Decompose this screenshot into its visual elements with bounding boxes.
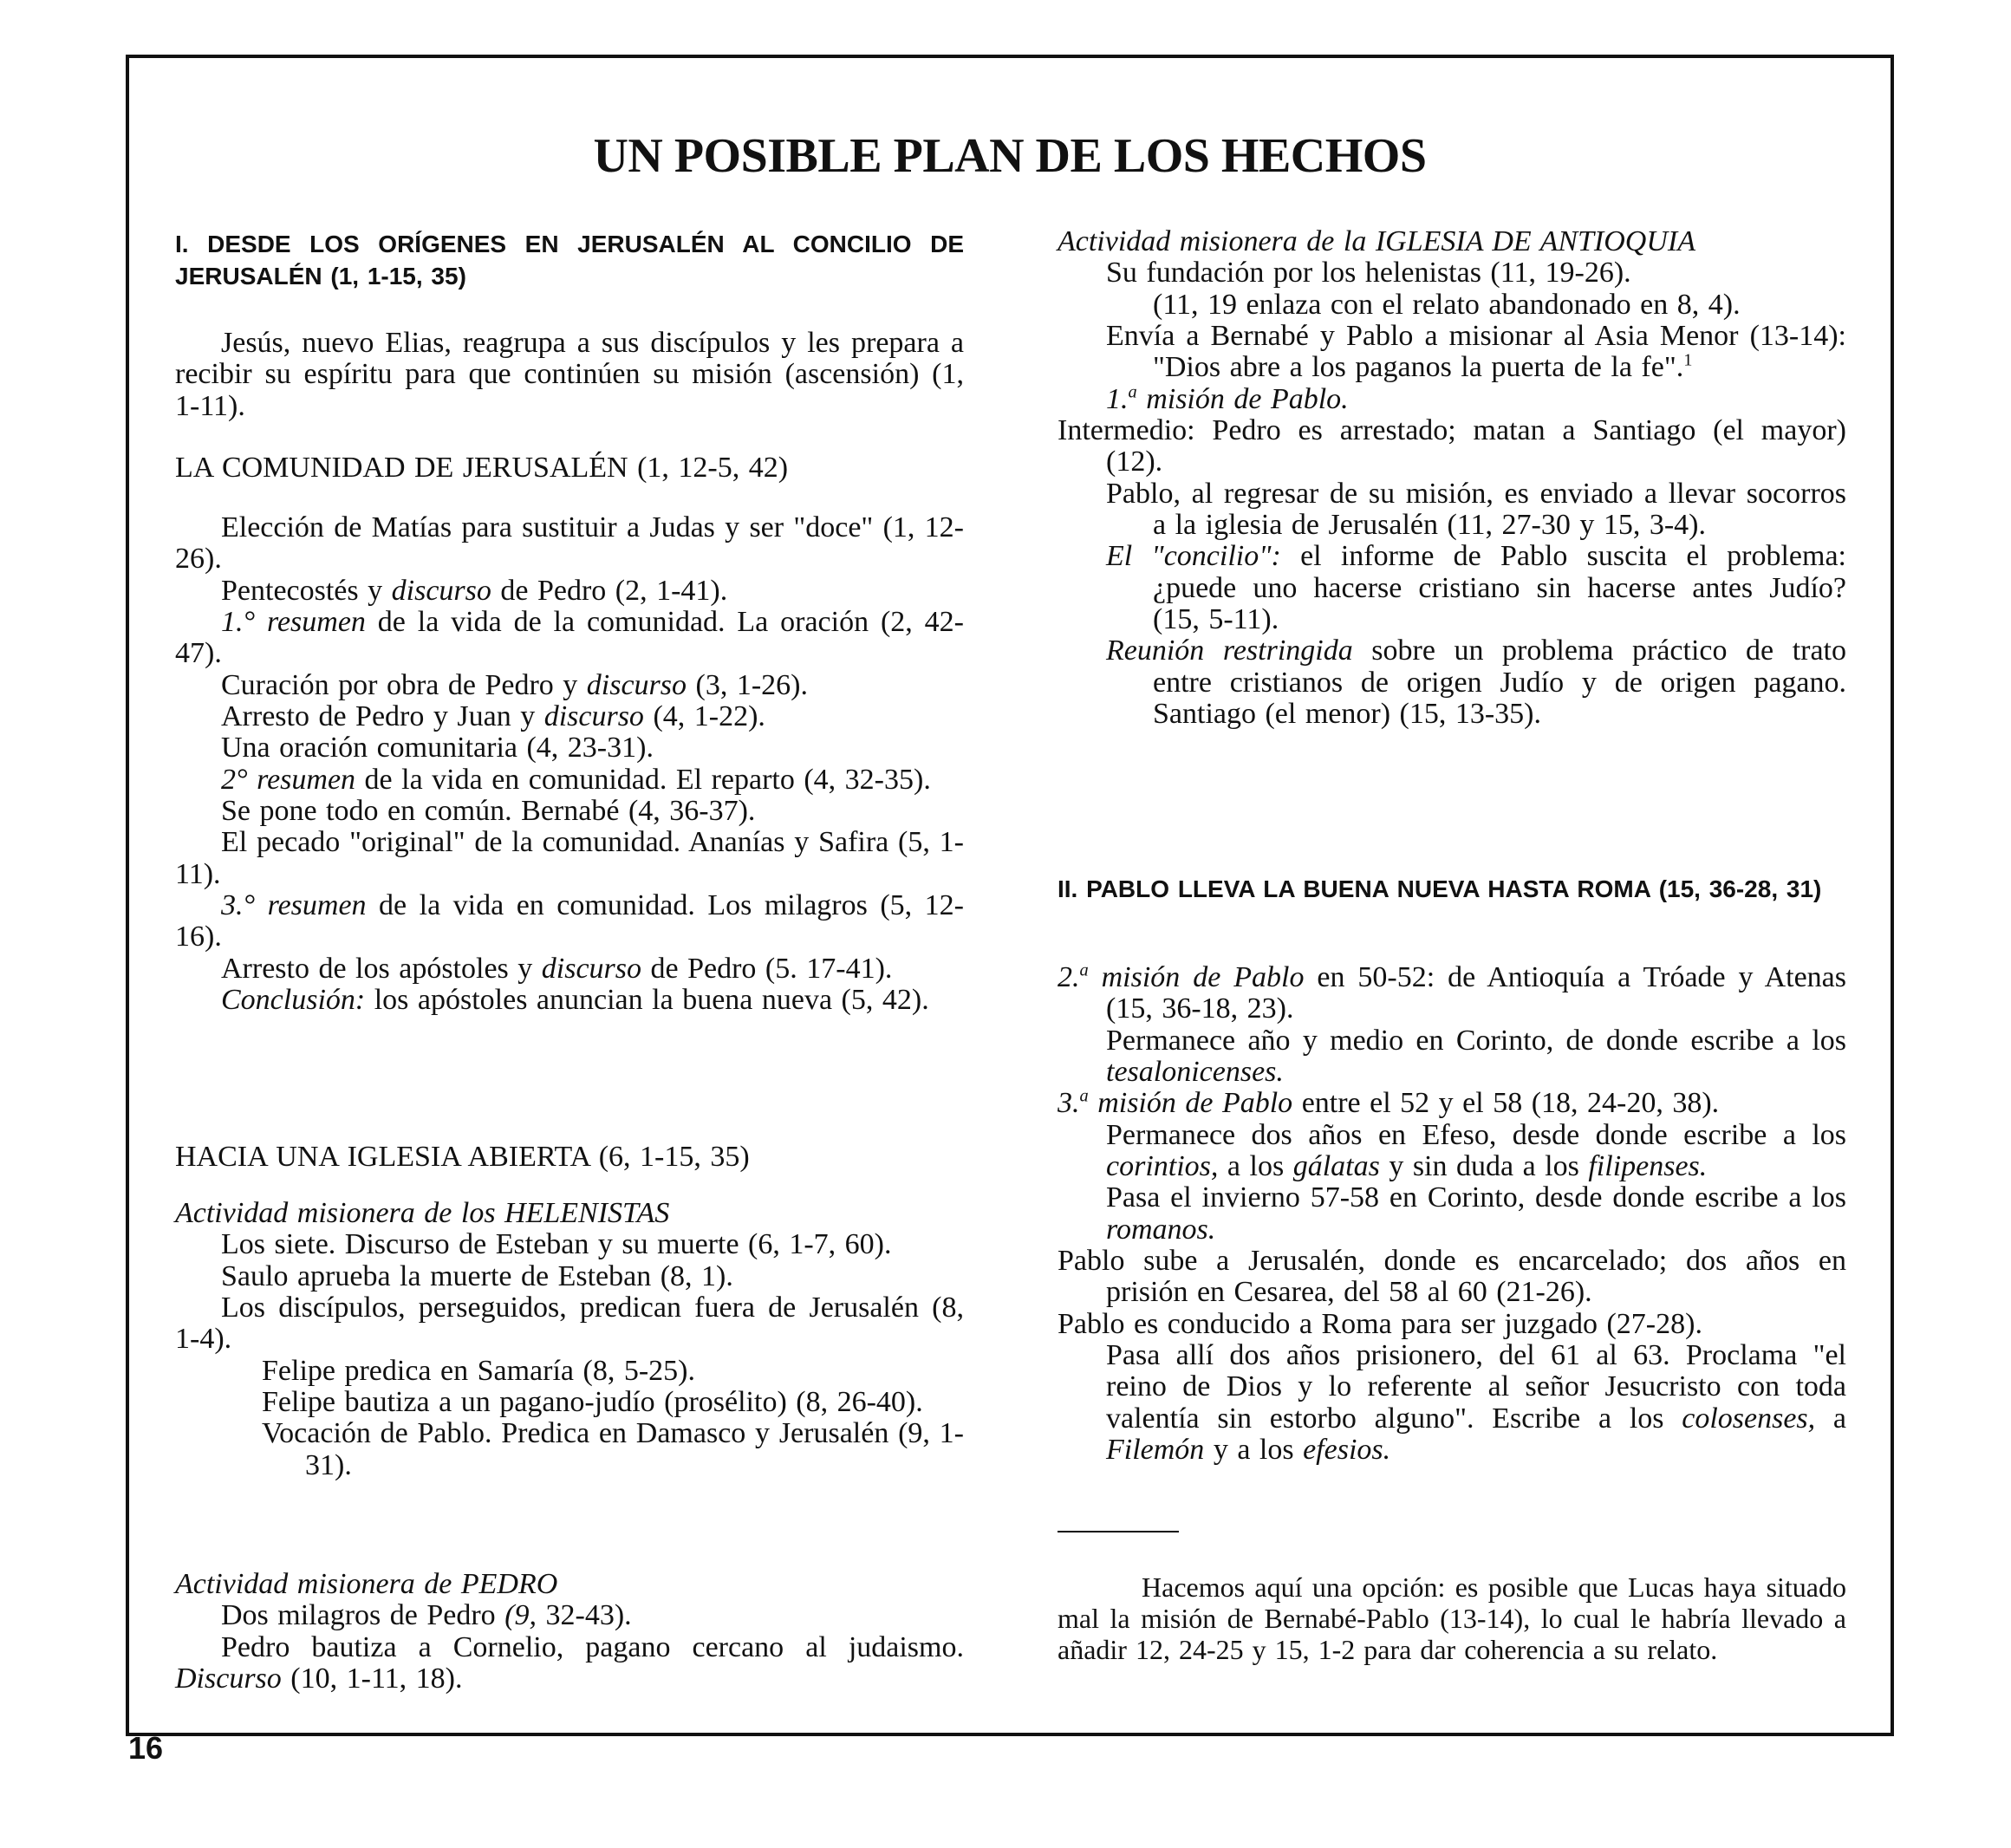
section-heading-2: II. PABLO LLEVA LA BUENA NUEVA HASTA ROMA (15, 36-28, 31) — [1058, 875, 1822, 902]
list-item: Felipe bautiza a un pagano-judío (prosélito) (8, 26-40). — [262, 1386, 923, 1419]
list-item: El "concilio": el informe de Pablo suscita el problema: ¿puede uno hacerse cristiano sin hacerse antes Judío? (15, 5-11). — [1106, 540, 1846, 636]
page-number: 16 — [128, 1730, 164, 1766]
list-item: 2.$^a$ misión de Pablo en 50-52: de Antioquía a Tróade y Atenas (15, 36-18, 23). — [1058, 960, 1847, 1025]
list-item: Una oración comunitaria (4, 23-31). — [221, 732, 654, 765]
list-item: Se pone todo en común. Bernabé (4, 36-37). — [221, 795, 756, 828]
list-item: 1.° resumen de la vida de la comunidad. La oración (2, 42-47). — [175, 606, 964, 670]
footnote-divider — [1058, 1531, 1179, 1532]
list-item: Dos milagros de Pedro (9, 32-43). — [221, 1599, 632, 1632]
list-item: Curación por obra de Pedro y discurso (3, 1-26). — [221, 668, 808, 701]
list-item: Arresto de Pedro y Juan y discurso (4, 1-22). — [221, 700, 765, 733]
footnote: Hacemos aquí una opción: es posible que Lucas haya situado mal la misión de Bernabé-Pablo (13-14), lo cual le habría llevado a añadir 12, 24-25 y 15, 1-2 para dar coherencia a su relato. — [1058, 1571, 1846, 1665]
list-item: 2° resumen de la vida en comunidad. El reparto (4, 32-35). — [221, 763, 931, 796]
list-item: Pedro bautiza a Cornelio, pagano cercano al judaismo. Discurso (10, 1-11, 18). — [175, 1630, 964, 1695]
comunidad-list — [175, 512, 964, 1017]
section-heading-1: I. DESDE LOS ORÍGENES EN JERUSALÉN AL CONCILIO DE JERUSALÉN (1, 1-15, 35) — [175, 231, 964, 290]
list-item: Saulo aprueba la muerte de Esteban (8, 1). — [221, 1259, 733, 1292]
list-item: 1.$^a$ misión de Pablo. — [1106, 382, 1349, 415]
list-item: Pasa el invierno 57-58 en Corinto, desde donde escribe a los romanos. — [1106, 1181, 1846, 1246]
footnote-marker: 1 — [1683, 351, 1693, 371]
antioquia-list — [1058, 226, 1846, 731]
list-item: Pablo sube a Jerusalén, donde es encarcelado; dos años en prisión en Cesarea, del 58 al 60 (21-26). — [1058, 1245, 1846, 1309]
list-item: Su fundación por los helenistas (11, 19-26). — [1106, 257, 1631, 290]
list-item: Conclusión: los apóstoles anuncian la buena nueva (5, 42). — [221, 984, 929, 1017]
helenistas-list — [175, 1198, 964, 1481]
list-item: Arresto de los apóstoles y discurso de Pedro (5. 17-41). — [221, 952, 893, 985]
list-item: Los discípulos, perseguidos, predican fuera de Jerusalén (8, 1-4). — [175, 1292, 964, 1356]
list-item: Vocación de Pablo. Predica en Damasco y Jerusalén (9, 1-31). — [262, 1417, 964, 1481]
page-title: UN POSIBLE PLAN DE LOS HECHOS — [593, 129, 1427, 183]
list-item: Pentecostés y discurso de Pedro (2, 1-41). — [221, 574, 728, 607]
pedro-list — [175, 1569, 964, 1695]
list-item: Felipe predica en Samaría (8, 5-25). — [262, 1354, 695, 1387]
list-item: Envía a Bernabé y Pablo a misionar al Asia Menor (13-14): "Dios abre a los paganos la puerta de la fe".$^1$ — [1106, 320, 1846, 384]
subheading-comunidad: LA COMUNIDAD DE JERUSALÉN (1, 12-5, 42) — [175, 452, 789, 484]
list-item: Pablo es conducido a Roma para ser juzgado (27-28). — [1058, 1307, 1702, 1340]
list-item: Permanece dos años en Efeso, desde donde escribe a los corintios, a los gálatas y sin duda a los filipenses. — [1106, 1118, 1846, 1183]
list-item: 3.$^a$ misión de Pablo entre el 52 y el 58 (18, 24-20, 38). — [1058, 1087, 1720, 1120]
intro-paragraph: Jesús, nuevo Elias, reagrupa a sus discípulos y les prepara a recibir su espíritu para que continúen su misión (ascensión) (1, 1-11). — [175, 327, 964, 422]
helenistas-heading: Actividad misionera de los HELENISTAS — [175, 1197, 670, 1229]
subheading-abierta: HACIA UNA IGLESIA ABIERTA (6, 1-15, 35) — [175, 1141, 750, 1173]
antioquia-heading: Actividad misionera de la IGLESIA DE ANTIOQUIA — [1058, 225, 1695, 257]
list-item: Elección de Matías para sustituir a Judas y ser "doce" (1, 12-26). — [175, 511, 964, 576]
list-item: El pecado "original" de la comunidad. Ananías y Safira (5, 1-11). — [175, 826, 964, 890]
list-item: Permanece año y medio en Corinto, de donde escribe a los tesalonicenses. — [1106, 1024, 1846, 1089]
list-item: (11, 19 enlaza con el relato abandonado en 8, 4). — [1153, 288, 1741, 321]
list-item: Pablo, al regresar de su misión, es enviado a llevar socorros a la iglesia de Jerusalén (11, 27-30 y 15, 3-4). — [1106, 477, 1846, 542]
pedro-heading: Actividad misionera de PEDRO — [175, 1568, 558, 1600]
list-item: Pasa allí dos años prisionero, del 61 al 63. Proclama "el reino de Dios y lo referente al señor Jesucristo con toda valentía sin estorbo alguno". Escribe a los colosenses, a Filemón y a los efesios. — [1106, 1339, 1847, 1467]
roma-list — [1058, 962, 1846, 1467]
list-item: Intermedio: Pedro es arrestado; matan a Santiago (el mayor) (12). — [1058, 414, 1846, 478]
list-item: Los siete. Discurso de Esteban y su muerte (6, 1-7, 60). — [221, 1228, 892, 1261]
list-item: Reunión restringida sobre un problema práctico de trato entre cristianos de origen Judío y de origen pagano. Santiago (el menor) (15, 13-35). — [1106, 634, 1846, 731]
list-item: 3.° resumen de la vida en comunidad. Los milagros (5, 12-16). — [175, 889, 964, 953]
